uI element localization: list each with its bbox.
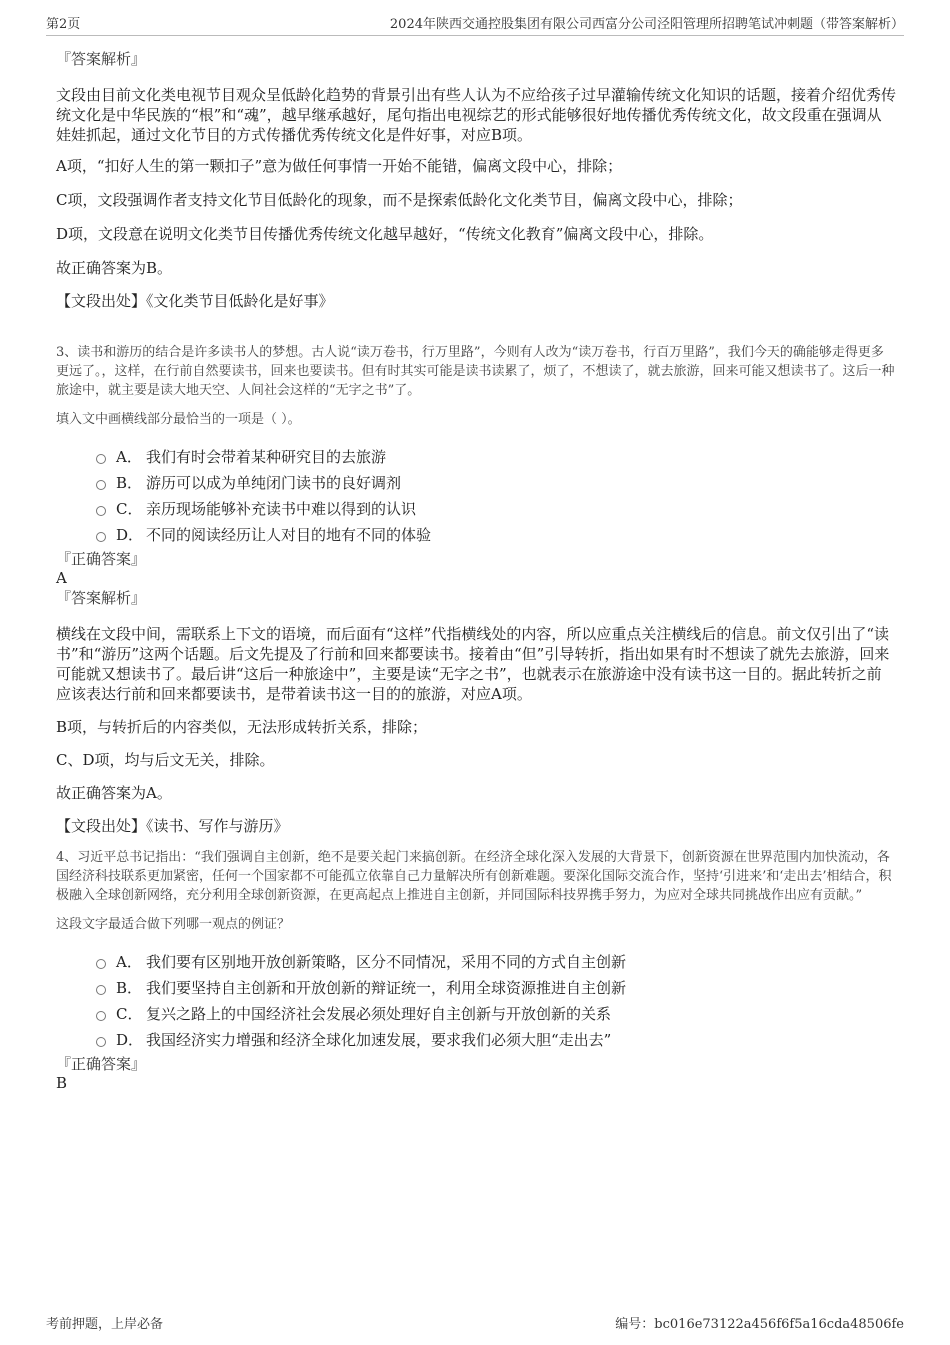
page-number: 第2页 (46, 17, 81, 32)
radio-icon[interactable] (96, 1011, 106, 1021)
option-d[interactable]: D． 我国经济实力增强和经济全球化加速发展，要求我们必须大胆“走出去” (56, 1026, 896, 1052)
option-b[interactable]: B． 游历可以成为单纯闭门读书的良好调剂 (56, 469, 896, 495)
footer-slogan: 考前押题，上岸必备 (46, 1317, 164, 1332)
radio-icon[interactable] (96, 454, 106, 464)
question-3-prompt: 填入文中画横线部分最恰当的一项是（ ）。 (56, 412, 301, 427)
option-d-analysis: D项，文段意在说明文化类节目传播优秀传统文化越早越好，“传统文化教育”偏离文段中心，排除。 (56, 225, 714, 243)
radio-icon[interactable] (96, 985, 106, 995)
conclusion: 故正确答案为B。 (56, 259, 173, 277)
question-4-prompt: 这段文字最适合做下列哪一观点的例证？ (56, 917, 291, 932)
answer-heading: 『正确答案』 (56, 550, 147, 568)
option-cd-analysis: C、D项，均与后文无关，排除。 (56, 751, 275, 769)
option-b-analysis: B项，与转折后的内容类似，无法形成转折关系，排除； (56, 718, 428, 736)
question-3-options (56, 443, 896, 547)
document-title: 2024年陕西交通控股集团有限公司西富分公司泾阳管理所招聘笔试冲刺题（带答案解析） (389, 17, 904, 32)
answer-value: A (56, 569, 67, 587)
option-b[interactable]: B． 我们要坚持自主创新和开放创新的辩证统一，利用全球资源推进自主创新 (56, 974, 896, 1000)
question-4-stem: 4、习近平总书记指出：“我们强调自主创新，绝不是要关起门来搞创新。在经济全球化深入发展的大背景下，创新资源在世界范围内加快流动，各国经济科技联系更加紧密，任何一个国家都不可能孤立依靠自己力量解决所有创新难题。要深化国际交流合作，坚持‘引进来’和‘走出去’相结合，积极融入全球创新网络，充分利用全球创新资源，在更高起点上推进自主创新，并同国际科技界携手努力，为应对全球共同挑战作出应有贡献。” (56, 850, 892, 903)
explain-paragraph: 文段由目前文化类电视节目观众呈低龄化趋势的背景引出有些人认为不应给孩子过早灌输传统文化知识的话题，接着介绍优秀传统文化是中华民族的“根”和“魂”，越早继承越好，尾句指出电视综艺的形式能够很好地传播优秀传统文化，故文段重在强调从娃娃抓起，通过文化节目的方式传播优秀传统文化是件好事，对应B项。 (56, 86, 897, 144)
source-citation: 【文段出处】《读书、写作与游历》 (56, 817, 289, 835)
radio-icon[interactable] (96, 506, 106, 516)
answer-value: B (56, 1074, 68, 1092)
question-4-options (56, 948, 896, 1052)
option-a[interactable]: A． 我们要有区别地开放创新策略，区分不同情况，采用不同的方式自主创新 (56, 948, 896, 974)
radio-icon[interactable] (96, 480, 106, 490)
main-content (56, 46, 896, 1092)
option-c[interactable]: C． 复兴之路上的中国经济社会发展必须处理好自主创新与开放创新的关系 (56, 1000, 896, 1026)
explain-heading: 『答案解析』 (56, 50, 147, 68)
option-c-analysis: C项，文段强调作者支持文化节目低龄化的现象，而不是探索低龄化文化类节目，偏离文段中心，排除； (56, 191, 743, 209)
explain-paragraph: 横线在文段中间，需联系上下文的语境，而后面有“这样”代指横线处的内容，所以应重点关注横线后的信息。前文仅引出了“读书”和“游历”这两个话题。后文先提及了行前和回来都要读书。接着由“但”引导转折，指出如果有时不想读了就先去旅游，回来可能就又想读书了。最后讲“这后一种旅途中”，主要是读“无字之书”，也就表示在旅游途中没有读书这一目的。据此转折之前应该表达行前和回来都要读书，是带着读书这一目的的旅游，对应A项。 (56, 625, 890, 703)
question-3-stem: 3、读书和游历的结合是许多读书人的梦想。古人说“读万卷书，行万里路”，今则有人改为“读万卷书，行百万里路”，我们今天的确能够走得更多更远了。，这样，在行前自然要读书，回来也要读书。但有时其实可能是读书读累了，烦了，不想读了，就去旅游，回来可能又想读书了。这后一种旅途中，就主要是读大地天空、人间社会这样的“无字之书”了。 (56, 345, 895, 398)
conclusion: 故正确答案为A。 (56, 784, 172, 802)
option-d[interactable]: D． 不同的阅读经历让人对目的地有不同的体验 (56, 521, 896, 547)
answer-heading: 『正确答案』 (56, 1055, 147, 1073)
page-footer (46, 1313, 904, 1332)
source-citation: 【文段出处】《文化类节目低龄化是好事》 (56, 292, 334, 310)
option-a[interactable]: A． 我们有时会带着某种研究目的去旅游 (56, 443, 896, 469)
option-c[interactable]: C． 亲历现场能够补充读书中难以得到的认识 (56, 495, 896, 521)
explain-heading: 『答案解析』 (56, 589, 147, 607)
option-a-analysis: A项，“扣好人生的第一颗扣子”意为做任何事情一开始不能错，偏离文段中心，排除； (56, 157, 623, 175)
radio-icon[interactable] (96, 1037, 106, 1047)
document-id: 编号：bc016e73122a456f6f5a16cda48506fe (615, 1317, 904, 1332)
radio-icon[interactable] (96, 532, 106, 542)
radio-icon[interactable] (96, 959, 106, 969)
page-header (46, 13, 904, 36)
